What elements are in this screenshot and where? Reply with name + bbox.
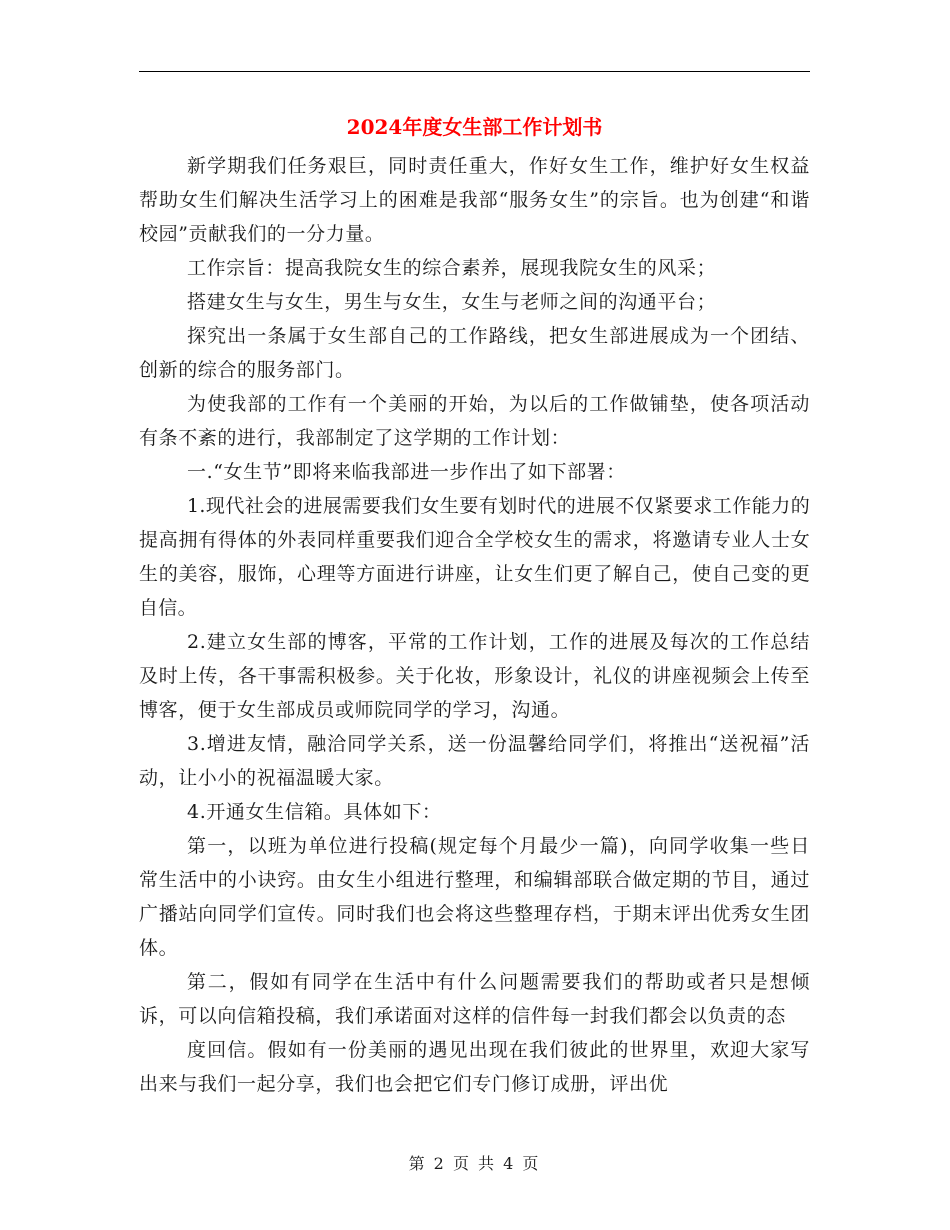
header-rule <box>139 71 810 72</box>
paragraph: 为使我部的工作有一个美丽的开始，为以后的工作做铺垫，使各项活动有条不紊的进行，我部制定了这学期的工作计划： <box>139 393 810 449</box>
document-body <box>139 149 810 1101</box>
page-number: 第 2 页 共 4 页 <box>408 1154 541 1173</box>
document-title: 2024年度女生部工作计划书 <box>346 115 603 139</box>
section-heading: 一.“女生节”即将来临我部进一步作出了如下部署： <box>187 461 626 483</box>
paragraph: 探究出一条属于女生部自己的工作路线，把女生部进展成为一个团结、创新的综合的服务部门。 <box>139 325 810 381</box>
list-item: 2.建立女生部的博客，平常的工作计划，工作的进展及每次的工作总结及时上传，各干事需积极参。关于化妆，形象设计，礼仪的讲座视频会上传至博客，便于女生部成员或师院同学的学习，沟通。 <box>139 631 810 721</box>
list-item: 4.开通女生信箱。具体如下： <box>187 801 442 823</box>
list-item: 3.增进友情，融洽同学关系，送一份温馨给同学们，将推出“送祝福”活动，让小小的祝福温暖大家。 <box>139 733 810 789</box>
list-item: 1.现代社会的进展需要我们女生要有划时代的进展不仅紧要求工作能力的提高拥有得体的外表同样重要我们迎合全学校女生的需求，将邀请专业人士女生的美容，服饰，心理等方面进行讲座，让女生们更了解自己，使自己变的更自信。 <box>139 495 810 619</box>
paragraph: 搭建女生与女生，男生与女生，女生与老师之间的沟通平台； <box>187 291 717 313</box>
paragraph: 工作宗旨：提高我院女生的综合素养，展现我院女生的风采； <box>187 257 717 279</box>
paragraph: 第二，假如有同学在生活中有什么问题需要我们的帮助或者只是想倾诉，可以向信箱投稿，我们承诺面对这样的信件每一封我们都会以负责的态 <box>139 971 810 1027</box>
paragraph: 新学期我们任务艰巨，同时责任重大，作好女生工作，维护好女生权益帮助女生们解决生活学习上的困难是我部“服务女生”的宗旨。也为创建“和谐校园”贡献我们的一分力量。 <box>139 155 810 245</box>
paragraph: 第一，以班为单位进行投稿(规定每个月最少一篇)，向同学收集一些日常生活中的小诀窍。由女生小组进行整理，和编辑部联合做定期的节目，通过广播站向同学们宣传。同时我们也会将这些整理存档，于期末评出优秀女生团体。 <box>139 835 810 959</box>
paragraph: 度回信。假如有一份美丽的遇见出现在我们彼此的世界里，欢迎大家写出来与我们一起分享，我们也会把它们专门修订成册，评出优 <box>139 1039 810 1095</box>
